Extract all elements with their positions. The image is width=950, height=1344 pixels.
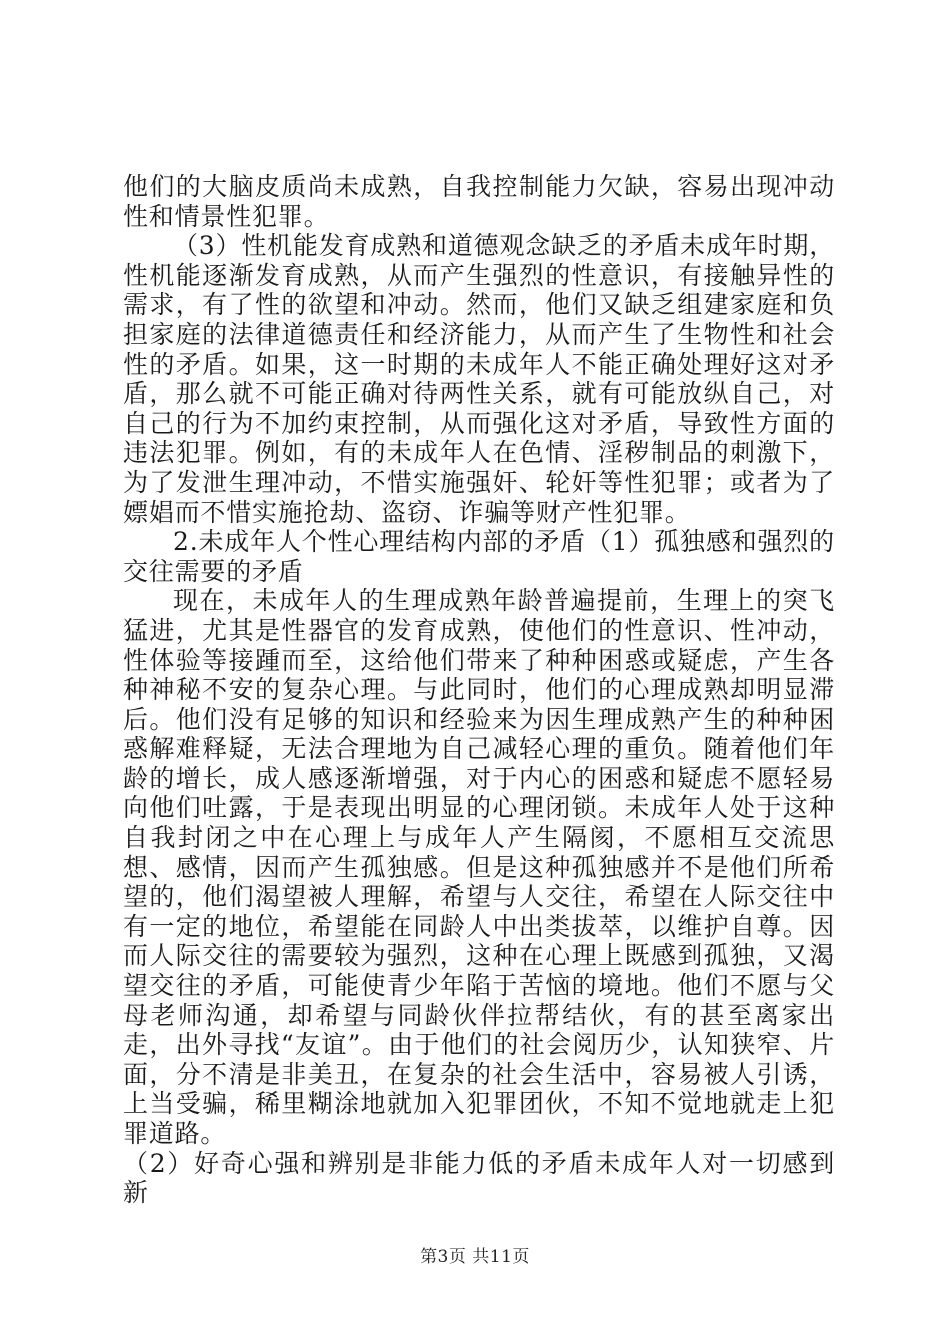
paragraph-sex-maturity-conflict: （3）性机能发育成熟和道德观念缺乏的矛盾未成年时期，性机能逐渐发育成熟，从而产生强烈的性意识，有接触异性的需求，有了性的欲望和冲动。然而，他们又缺乏组建家庭和负担家庭的法律道德责任和经济能力，从而产生了生物性和社会性的矛盾。如果，这一时期的未成年人不能正确处理好这对矛盾，那么就不可能正确对待两性关系，就有可能放纵自己，对自己的行为不加约束控制，从而强化这对矛盾，导致性方面的违法犯罪。例如，有的未成年人在色情、淫秽制品的刺激下，为了发泄生理冲动，不惜实施强奸、轮奸等性犯罪；或者为了嫖娼而不惜实施抢劫、盗窃、诈骗等财产性犯罪。: [123, 231, 835, 527]
document-body: [123, 172, 835, 1208]
section-heading-personality-conflict: 2.未成年人个性心理结构内部的矛盾（1）孤独感和强烈的交往需要的矛盾: [123, 527, 835, 586]
page-number-footer: 第3页 共11页: [420, 1247, 530, 1267]
paragraph-continuation: 他们的大脑皮质尚未成熟，自我控制能力欠缺，容易出现冲动性和情景性犯罪。: [123, 172, 835, 231]
paragraph-curiosity-conflict: （2）好奇心强和辨别是非能力低的矛盾未成年人对一切感到新: [123, 1148, 835, 1208]
paragraph-loneliness-conflict: 现在，未成年人的生理成熟年龄普遍提前，生理上的突飞猛进，尤其是性器官的发育成熟，使他们的性意识、性冲动，性体验等接踵而至，这给他们带来了种种困惑或疑虑，产生各种神秘不安的复杂心理。与此同时，他们的心理成熟却明显滞后。他们没有足够的知识和经验来为因生理成熟产生的种种困惑解难释疑，无法合理地为自己减轻心理的重负。随着他们年龄的增长，成人感逐渐增强，对于内心的困惑和疑虑不愿轻易向他们吐露，于是表现出明显的心理闭锁。未成年人处于这种自我封闭之中在心理上与成年人产生隔阂，不愿相互交流思想、感情，因而产生孤独感。但是这种孤独感并不是他们所希望的，他们渴望被人理解，希望与人交往，希望在人际交往中有一定的地位，希望能在同龄人中出类拔萃，以维护自尊。因而人际交往的需要较为强烈，这种在心理上既感到孤独，又渴望交往的矛盾，可能使青少年陷于苦恼的境地。他们不愿与父母老师沟通，却希望与同龄伙伴拉帮结伙，有的甚至离家出走，出外寻找“友谊”。由于他们的社会阅历少，认知狭窄、片面，分不清是非美丑，在复杂的社会生活中，容易被人引诱，上当受骗，稀里糊涂地就加入犯罪团伙，不知不觉地就走上犯罪道路。: [123, 586, 835, 1148]
